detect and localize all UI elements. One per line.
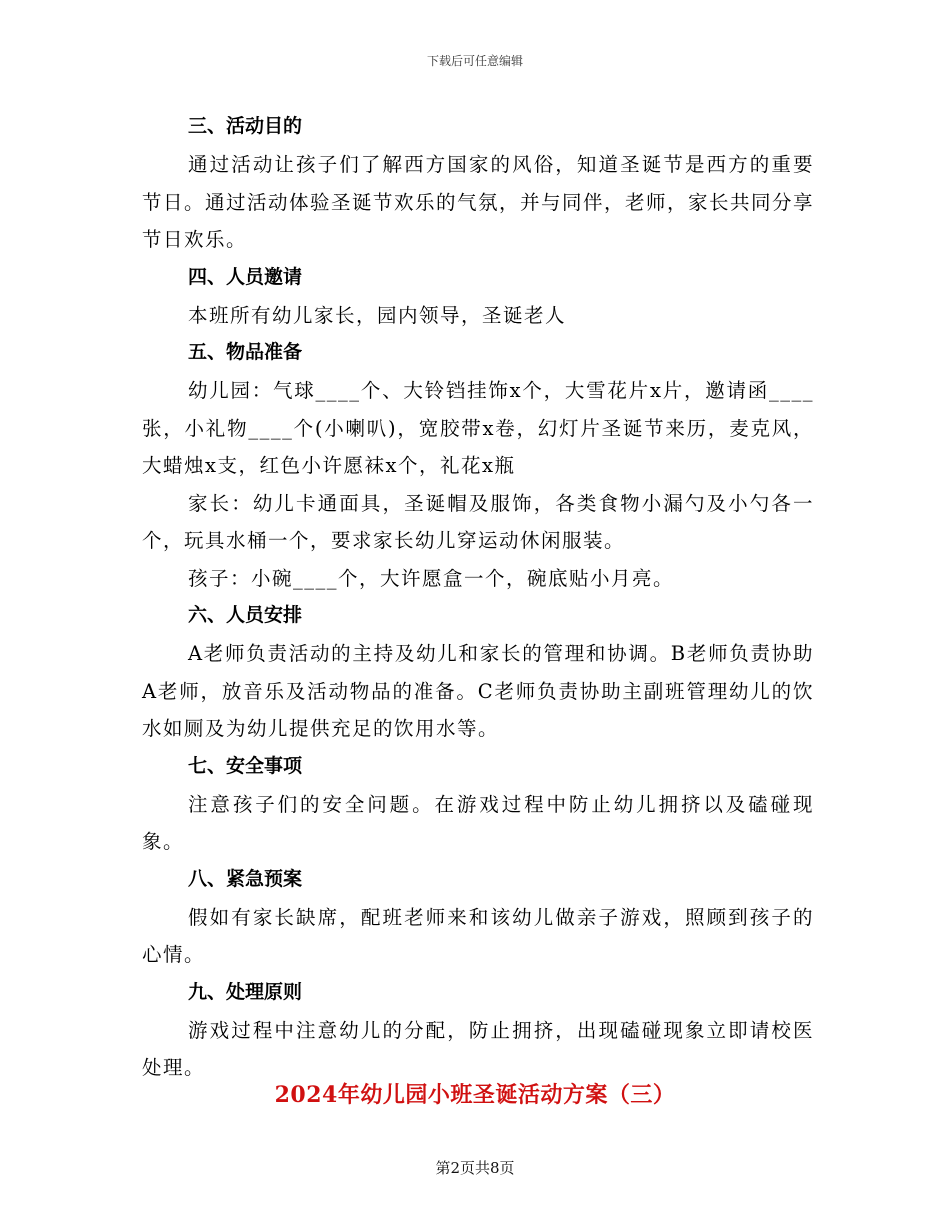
section-paragraph: 孩子：小碗____个，大许愿盒一个，碗底贴小月亮。 — [188, 566, 675, 590]
section-heading-materials: 五、物品准备 — [188, 341, 303, 363]
section-paragraph: 假如有家长缺席，配班老师来和该幼儿做亲子游戏，照顾到孩子的心情。 — [142, 905, 814, 966]
section-paragraph: 注意孩子们的安全问题。在游戏过程中防止幼儿拥挤以及磕碰现象。 — [142, 792, 814, 853]
section-paragraph: 游戏过程中注意幼儿的分配，防止拥挤，出现磕碰现象立即请校医处理。 — [142, 1018, 814, 1079]
section-paragraph: 幼儿园：气球____个、大铃铛挂饰x个，大雪花片x片，邀请函____张，小礼物____个(小喇叭)，宽胶带x卷，幻灯片圣诞节来历，麦克风，大蜡烛x支，红色小许愿袜x个，礼花x瓶 — [142, 379, 814, 477]
section-paragraph: A老师负责活动的主持及幼儿和家长的管理和协调。B老师负责协助A老师，放音乐及活动物品的准备。C老师负责协助主副班管理幼儿的饮水如厕及为幼儿提供充足的饮用水等。 — [142, 642, 814, 740]
section-heading-purpose: 三、活动目的 — [188, 115, 303, 137]
section-heading-invitees: 四、人员邀请 — [188, 265, 303, 288]
section-heading-emergency: 八、紧急预案 — [188, 867, 303, 890]
section-heading-staffing: 六、人员安排 — [188, 604, 303, 626]
section-heading-safety: 七、安全事项 — [188, 754, 303, 777]
section-paragraph: 本班所有幼儿家长，园内领导，圣诞老人 — [188, 303, 567, 327]
section-paragraph: 家长：幼儿卡通面具，圣诞帽及服饰，各类食物小漏勺及小勺各一个，玩具水桶一个，要求家长幼儿穿运动休闲服装。 — [142, 491, 814, 552]
section-paragraph: 通过活动让孩子们了解西方国家的风俗，知道圣诞节是西方的重要节日。通过活动体验圣诞节欢乐的气氛，并与同伴，老师，家长共同分享节日欢乐。 — [142, 153, 815, 251]
page-number: 第2页共8页 — [435, 1159, 515, 1177]
section-heading-handling: 九、处理原则 — [188, 980, 303, 1003]
document-body — [142, 108, 814, 1087]
next-section-title: 2024年幼儿园小班圣诞活动方案（三） — [274, 1082, 676, 1108]
page-header: 下载后可任意编辑 — [426, 54, 523, 68]
